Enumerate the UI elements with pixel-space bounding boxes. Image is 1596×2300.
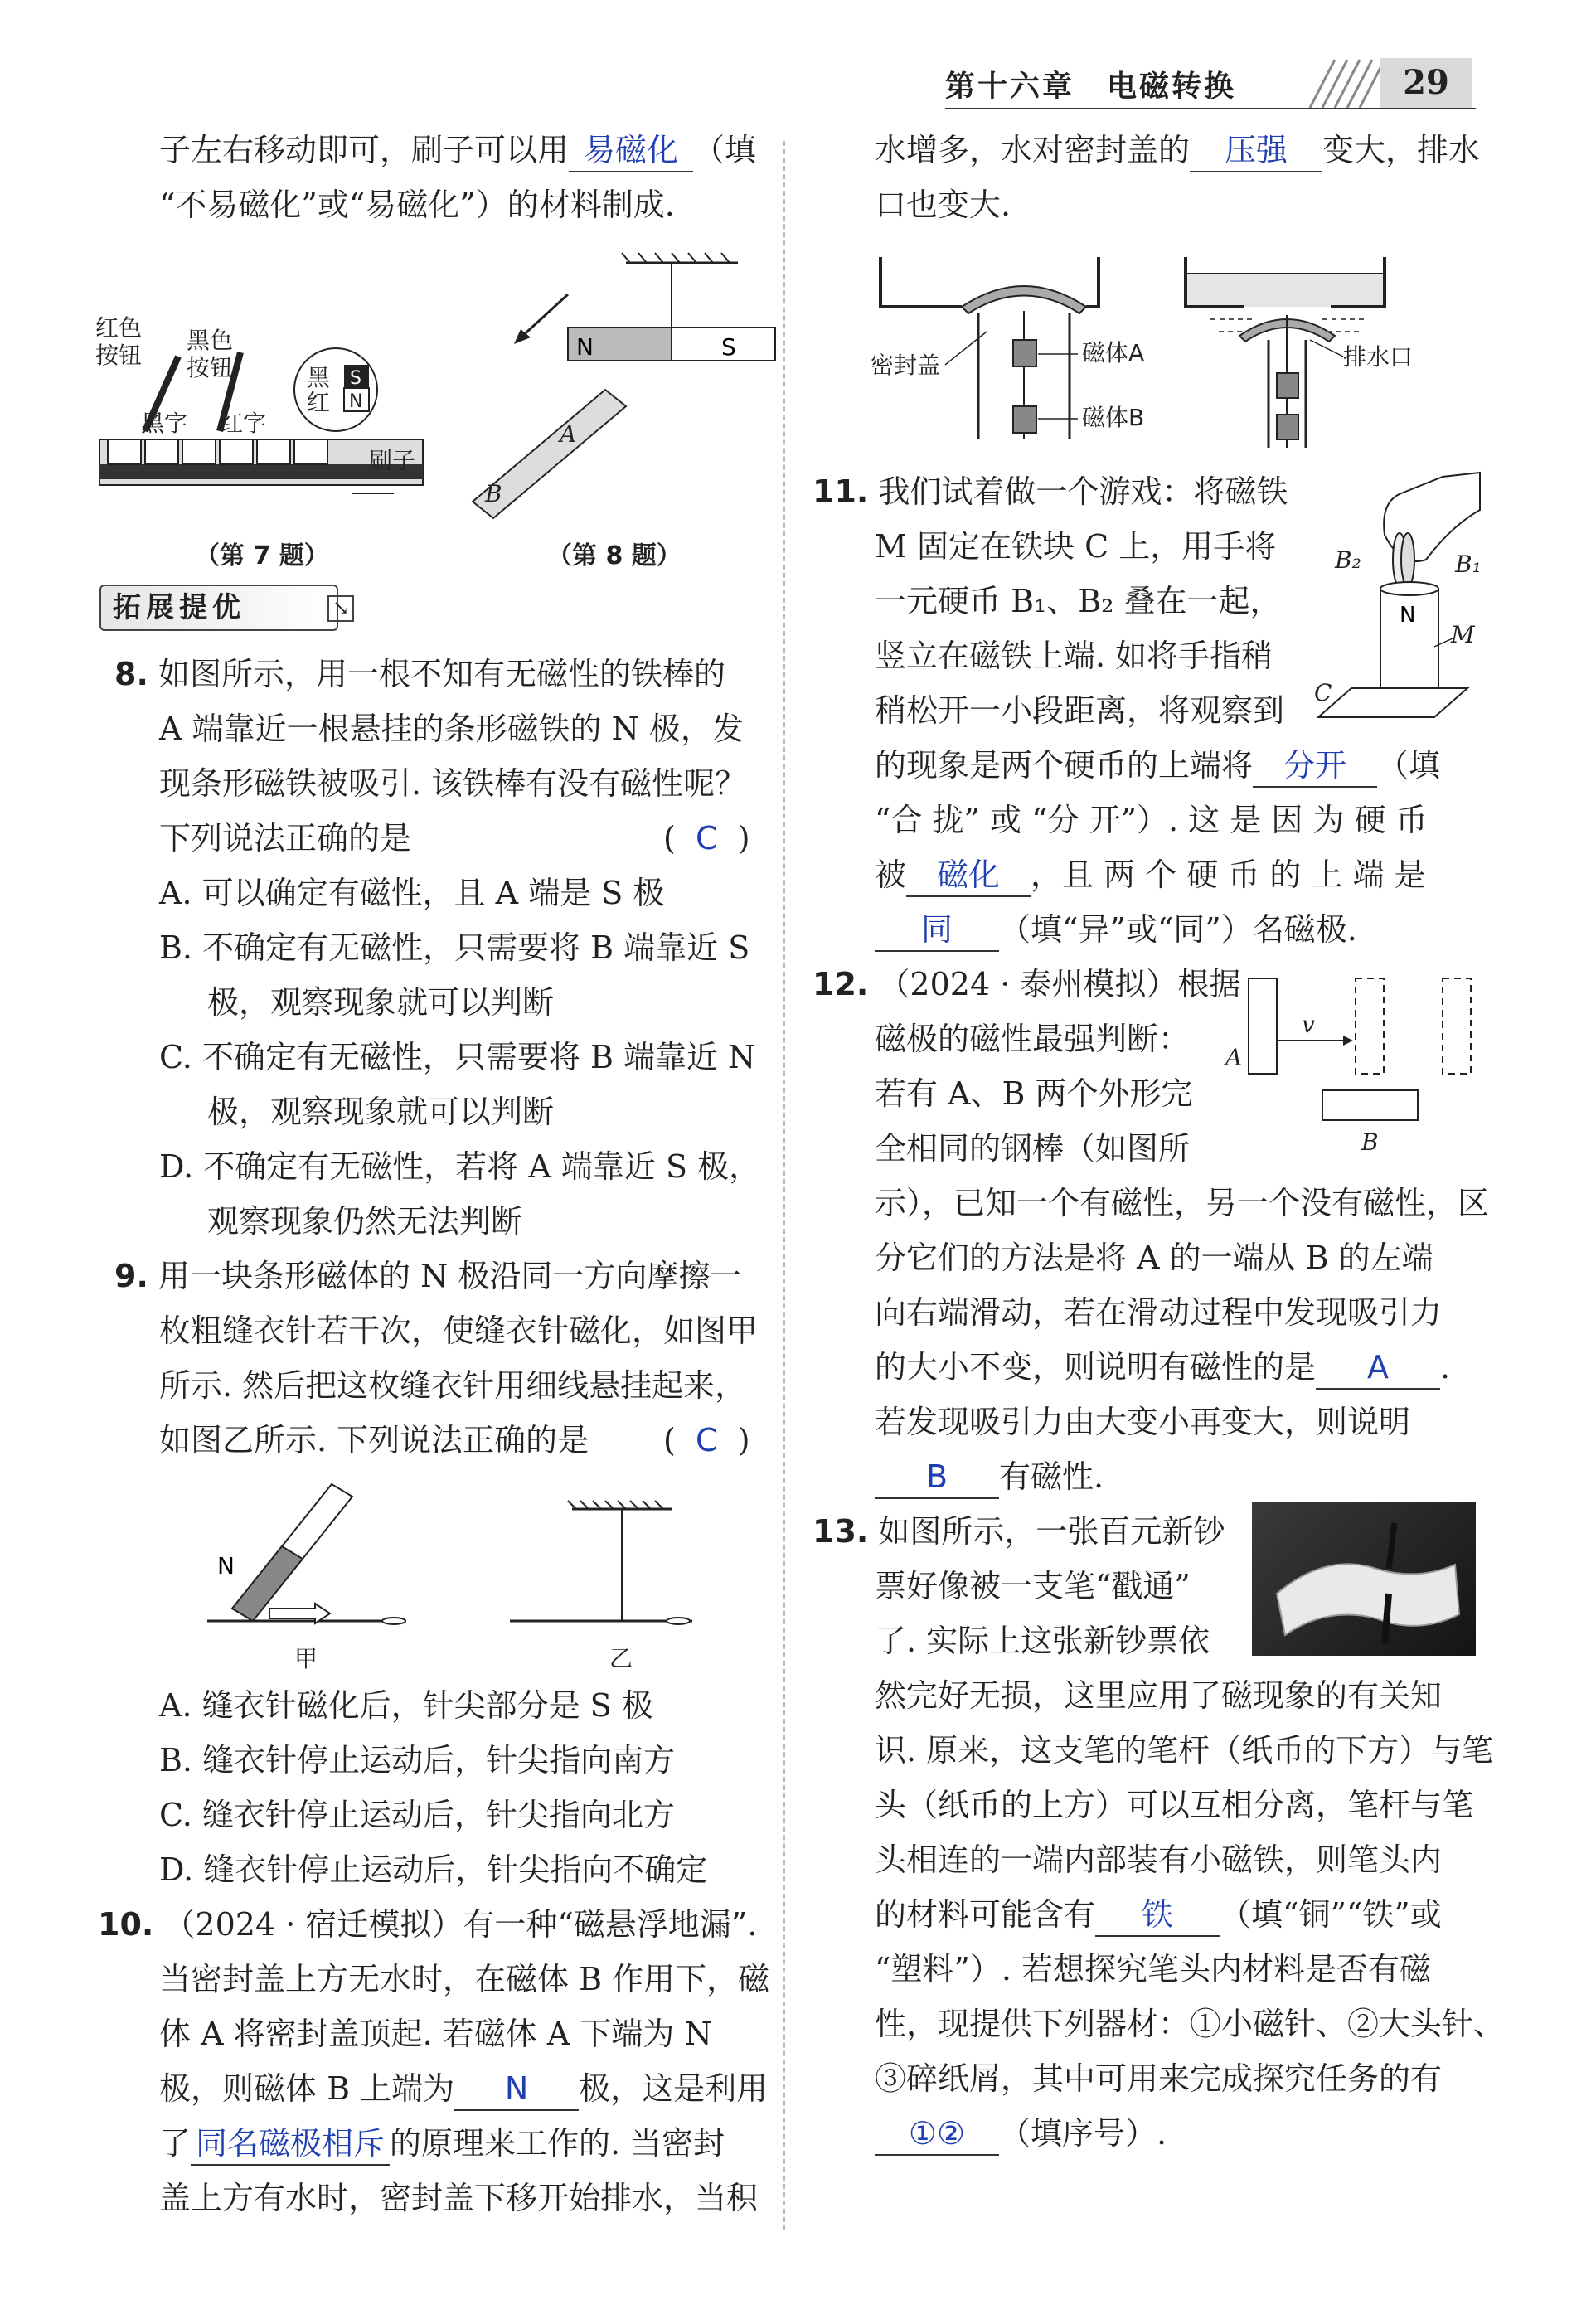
- q8-answer: C: [695, 820, 718, 856]
- q13-stem: 如图所示，一张百元新钞: [878, 1513, 1225, 1550]
- seal-cap-left: [962, 286, 1086, 313]
- label-fig9-n: N: [217, 1552, 235, 1579]
- label-v: v: [1302, 1011, 1315, 1038]
- q12-line1: [813, 957, 1240, 1012]
- q9-answer-bracket: ( C ): [663, 1422, 750, 1458]
- label-brush: 刷子: [369, 447, 416, 474]
- q9-line4: 如图乙所示. 下列说法正确的是: [159, 1422, 589, 1458]
- q8-stem: 如图所示，用一根不知有无磁性的铁棒的: [158, 656, 725, 692]
- pen-body: [1385, 1594, 1389, 1643]
- coin-b1: [1401, 533, 1414, 586]
- q12-line5: 示），已知一个有磁性，另一个没有磁性，区: [875, 1185, 1490, 1221]
- q8-line2: A 端靠近一根悬挂的条形磁铁的 N 极，发: [159, 711, 744, 747]
- q10-right-line2: 口也变大.: [875, 187, 1011, 223]
- q11-number: 11.: [813, 473, 869, 510]
- label-b1: B₁: [1455, 551, 1482, 578]
- q10-text-r1b: 变大，排水: [1322, 132, 1481, 168]
- q11-line7: “合 拢” 或 “分 开”）. 这 是 因 为 硬 币: [875, 802, 1428, 838]
- q11-answer-1: 分开: [1253, 745, 1377, 788]
- q12-text-8: 的大小不变，则说明有磁性的是: [875, 1349, 1317, 1385]
- q10-answer-2: 同名磁极相斥: [191, 2123, 390, 2166]
- q13-line2: 票好像被一支笔“戳通”: [875, 1568, 1191, 1604]
- rod-b: [1322, 1090, 1418, 1120]
- q10-line1: [98, 1897, 757, 1952]
- label-fig11-n: N: [1400, 603, 1416, 628]
- banknote-photo: [1252, 1502, 1476, 1656]
- q7-text-post: （填: [693, 132, 757, 168]
- banknote-illustration: [1252, 1502, 1476, 1656]
- figure-11: [1302, 468, 1484, 742]
- caption-fig7: （第 7 题）: [195, 541, 329, 570]
- q13-answer-1: 铁: [1095, 1894, 1220, 1937]
- q11-answer-2: 磁化: [906, 854, 1031, 897]
- q12-line3: 若有 A、B 两个外形完: [875, 1075, 1193, 1112]
- label-c: C: [1314, 679, 1332, 706]
- q11-text-8b: ，且 两 个 硬 币 的 上 端 是: [1031, 856, 1426, 893]
- label-red-button: 红色: [95, 315, 143, 342]
- q13-text-8b: （填“铜”“铁”或: [1220, 1896, 1442, 1933]
- label-magnet-b: 磁体B: [1082, 404, 1145, 431]
- q13-text-8: 的材料可能含有: [875, 1896, 1096, 1933]
- q13-line8: [875, 1887, 1442, 1942]
- label-drain: 排水口: [1343, 343, 1414, 371]
- q12-line10: [875, 1449, 1104, 1504]
- section-title: 拓展提优: [113, 591, 245, 624]
- q12-line6: 分它们的方法是将 A 的一端从 B 的左端: [875, 1240, 1433, 1276]
- label-seal: 密封盖: [871, 352, 941, 379]
- label-fig8-s: S: [721, 333, 736, 361]
- q13-text-12: （填序号）.: [999, 2115, 1167, 2152]
- rod-a: [1249, 978, 1277, 1074]
- q13-line10: 性，现提供下列器材：①小磁针、②大头针、: [875, 2006, 1506, 2042]
- label-red-button-2: 按钮: [95, 342, 143, 369]
- q10-answer-1: N: [454, 2068, 579, 2111]
- q12-text-10: 有磁性.: [999, 1458, 1104, 1495]
- q10-stem: （2024 · 宿迁模拟）有一种“磁悬浮地漏”.: [163, 1906, 758, 1943]
- q10-text-4b: 极，这是利用: [579, 2070, 769, 2107]
- q10-line6: 盖上方有水时，密封盖下移开始排水，当积: [159, 2180, 759, 2216]
- section-banner: [99, 585, 338, 631]
- q11-line6: [875, 738, 1440, 793]
- q12-stem: （2024 · 泰州模拟）根据: [878, 966, 1241, 1002]
- q11-text-8: 被: [875, 856, 907, 893]
- q7-line2: “不易磁化”或“易磁化”）的材料制成.: [159, 187, 675, 223]
- q8-option-b: B. 不确定有无磁性，只需要将 B 端靠近 S: [159, 929, 750, 966]
- q13-answer-2: ①②: [875, 2113, 999, 2156]
- page-number: 29: [1380, 58, 1472, 108]
- q9-line3: 所示. 然后把这枚缝衣针用细线悬挂起来，: [159, 1367, 747, 1404]
- label-jia: 甲: [294, 1645, 318, 1672]
- q8-option-a: A. 可以确定有磁性，且 A 端是 S 极: [159, 875, 665, 911]
- q13-line1: [813, 1504, 1225, 1559]
- label-fig8-n: N: [576, 333, 594, 361]
- q8-option-d: D. 不确定有无磁性，若将 A 端靠近 S 极，: [159, 1148, 761, 1185]
- label-magnet-a: 磁体A: [1082, 339, 1145, 366]
- label-fig12-a: A: [1225, 1044, 1243, 1071]
- q9-option-c: C. 缝衣针停止运动后，针尖指向北方: [159, 1797, 675, 1833]
- q10-text-r1: 水增多，水对密封盖的: [875, 132, 1191, 168]
- q10-line2: 当密封盖上方无水时，在磁体 B 作用下，磁: [159, 1961, 770, 1997]
- magnet-a-left: [1013, 340, 1036, 366]
- q8-line3: 现条形磁铁被吸引. 该铁棒有没有磁性呢？: [159, 765, 747, 802]
- q11-line5: 稍松开一小段距离，将观察到: [875, 692, 1285, 729]
- label-magnet-s: S: [350, 368, 361, 389]
- q8-number: 8.: [114, 656, 148, 692]
- q7-text: 子左右移动即可，刷子可以用: [159, 132, 570, 168]
- label-m: M: [1451, 621, 1475, 648]
- q11-line9: [875, 902, 1357, 957]
- q9-number: 9.: [114, 1258, 148, 1294]
- q13-number: 13.: [813, 1513, 869, 1550]
- q11-text-6: 的现象是两个硬币的上端将: [875, 747, 1254, 784]
- header-chapter: 第十六章 电磁转换: [945, 70, 1237, 104]
- q11-line4: 竖立在磁铁上端. 如将手指稍: [875, 638, 1273, 674]
- q11-line3: 一元硬币 B₁、B₂ 叠在一起，: [875, 583, 1282, 619]
- label-yi: 乙: [609, 1645, 633, 1672]
- figure-8: [448, 245, 779, 526]
- q13-line3: 了. 实际上这张新钞票依: [875, 1623, 1210, 1659]
- label-black: 黑: [307, 364, 331, 391]
- magnet-b-left: [1013, 406, 1036, 433]
- q12-line2: 磁极的磁性最强判断：: [875, 1021, 1191, 1057]
- q8-line4: 下列说法正确的是: [159, 820, 412, 856]
- label-fig8-b: B: [485, 480, 502, 507]
- q12-answer-1: A: [1316, 1347, 1440, 1390]
- label-magnet-n: N: [349, 391, 363, 412]
- q9-option-d: D. 缝衣针停止运动后，针尖指向不确定: [159, 1851, 708, 1888]
- q8-option-c-cont: 极，观察现象就可以判断: [207, 1094, 555, 1130]
- magnet-a-right: [1277, 373, 1298, 398]
- drain-left-basin-2: [1086, 257, 1099, 307]
- q13-line11: ③碎纸屑，其中可用来完成探究任务的有: [875, 2060, 1443, 2097]
- q13-line6: 头（纸币的上方）可以互相分离，笔杆与笔: [875, 1787, 1474, 1823]
- q8-option-c: C. 不确定有无磁性，只需要将 B 端靠近 N: [159, 1039, 756, 1075]
- magnet-b-right: [1277, 415, 1298, 439]
- q10-text-5: 了: [159, 2125, 192, 2162]
- q10-text-4: 极，则磁体 B 上端为: [159, 2070, 455, 2107]
- iron-block-c: [1318, 688, 1467, 717]
- banknote: [1277, 1564, 1459, 1635]
- label-fig8-a: A: [560, 420, 577, 448]
- q9-answer: C: [695, 1422, 718, 1458]
- q12-line7: 向右端滑动，若在滑动过程中发现吸引力: [875, 1294, 1443, 1331]
- q10-line3: 体 A 将密封盖顶起. 若磁体 A 下端为 N: [159, 2016, 712, 2052]
- q8-answer-bracket: ( C ): [663, 820, 750, 856]
- q11-answer-3: 同: [875, 909, 999, 952]
- q9-line1: [114, 1249, 741, 1303]
- column-divider: [783, 141, 785, 2230]
- q10-number: 10.: [98, 1906, 154, 1943]
- q9-line2: 枚粗缝衣针若干次，使缝衣针磁化，如图甲: [159, 1313, 759, 1349]
- q12-line4: 全相同的钢棒（如图所: [875, 1130, 1191, 1167]
- q12-line8: [875, 1340, 1450, 1395]
- q10-line4: [159, 2061, 768, 2116]
- q13-line7: 头相连的一端内部装有小磁铁，则笔头内: [875, 1841, 1443, 1878]
- q12-line9: 若发现吸引力由大变小再变大，则说明: [875, 1404, 1411, 1440]
- figure-9: [199, 1476, 696, 1675]
- q13-line9: “塑料”）. 若想探究笔头内材料是否有磁: [875, 1951, 1432, 1987]
- caption-fig8: （第 8 题）: [547, 541, 682, 570]
- section-arrow-icon: ↘: [327, 595, 354, 622]
- rod-a-ghost-1: [1356, 978, 1384, 1074]
- q13-line4: 然完好无损，这里应用了磁现象的有关知: [875, 1677, 1443, 1714]
- label-b2: B₂: [1335, 546, 1361, 574]
- q11-stem: 我们试着做一个游戏：将磁铁: [878, 473, 1288, 510]
- label-black-char: 黑字: [141, 410, 188, 437]
- q13-line12: [875, 2106, 1167, 2161]
- q9-stem: 用一块条形磁体的 N 极沿同一方向摩擦一: [158, 1258, 742, 1294]
- label-red: 红: [307, 389, 331, 416]
- q7-answer: 易磁化: [569, 129, 693, 172]
- q12-number: 12.: [813, 966, 869, 1002]
- label-black-button: 黑色: [187, 327, 234, 354]
- q11-line8: [875, 847, 1426, 902]
- q10-line5: [159, 2116, 725, 2171]
- q13-line5: 识. 原来，这支笔的笔杆（纸币的下方）与笔: [875, 1732, 1494, 1769]
- q11-text-9: （填“异”或“同”）名磁极.: [999, 911, 1357, 948]
- q9-option-b: B. 缝衣针停止运动后，针尖指向南方: [159, 1742, 676, 1778]
- q11-text-6b: （填: [1377, 747, 1441, 784]
- arrow-move: [518, 294, 568, 340]
- header-rule: [945, 108, 1476, 109]
- figure-10: [862, 249, 1443, 456]
- pen-head: [1389, 1523, 1395, 1569]
- page-header: [945, 58, 1476, 109]
- figure-7: [95, 315, 427, 531]
- q7-line1: [159, 123, 756, 177]
- q10-answer-3: 压强: [1190, 129, 1322, 172]
- q8-option-d-cont: 观察现象仍然无法判断: [207, 1203, 523, 1240]
- q10-right-line1: [875, 123, 1480, 177]
- q8-line1: [114, 647, 725, 701]
- label-fig12-b: B: [1361, 1128, 1379, 1156]
- q8-option-b-cont: 极，观察现象就可以判断: [207, 984, 555, 1021]
- label-black-button-2: 按钮: [187, 354, 234, 381]
- q9-option-a: A. 缝衣针磁化后，针尖部分是 S 极: [159, 1687, 653, 1724]
- q12-answer-2: B: [875, 1456, 999, 1499]
- label-red-char: 红字: [220, 410, 267, 437]
- q11-line2: M 固定在铁块 C 上，用手将: [875, 528, 1277, 565]
- q11-line1: [813, 464, 1288, 519]
- q10-text-5b: 的原理来工作的. 当密封: [390, 2125, 725, 2162]
- water: [1186, 274, 1385, 307]
- figure-12: [1219, 966, 1492, 1165]
- drain-left-basin: [880, 257, 962, 307]
- q12-text-8b: .: [1440, 1349, 1451, 1385]
- rod-a-ghost-2: [1443, 978, 1471, 1074]
